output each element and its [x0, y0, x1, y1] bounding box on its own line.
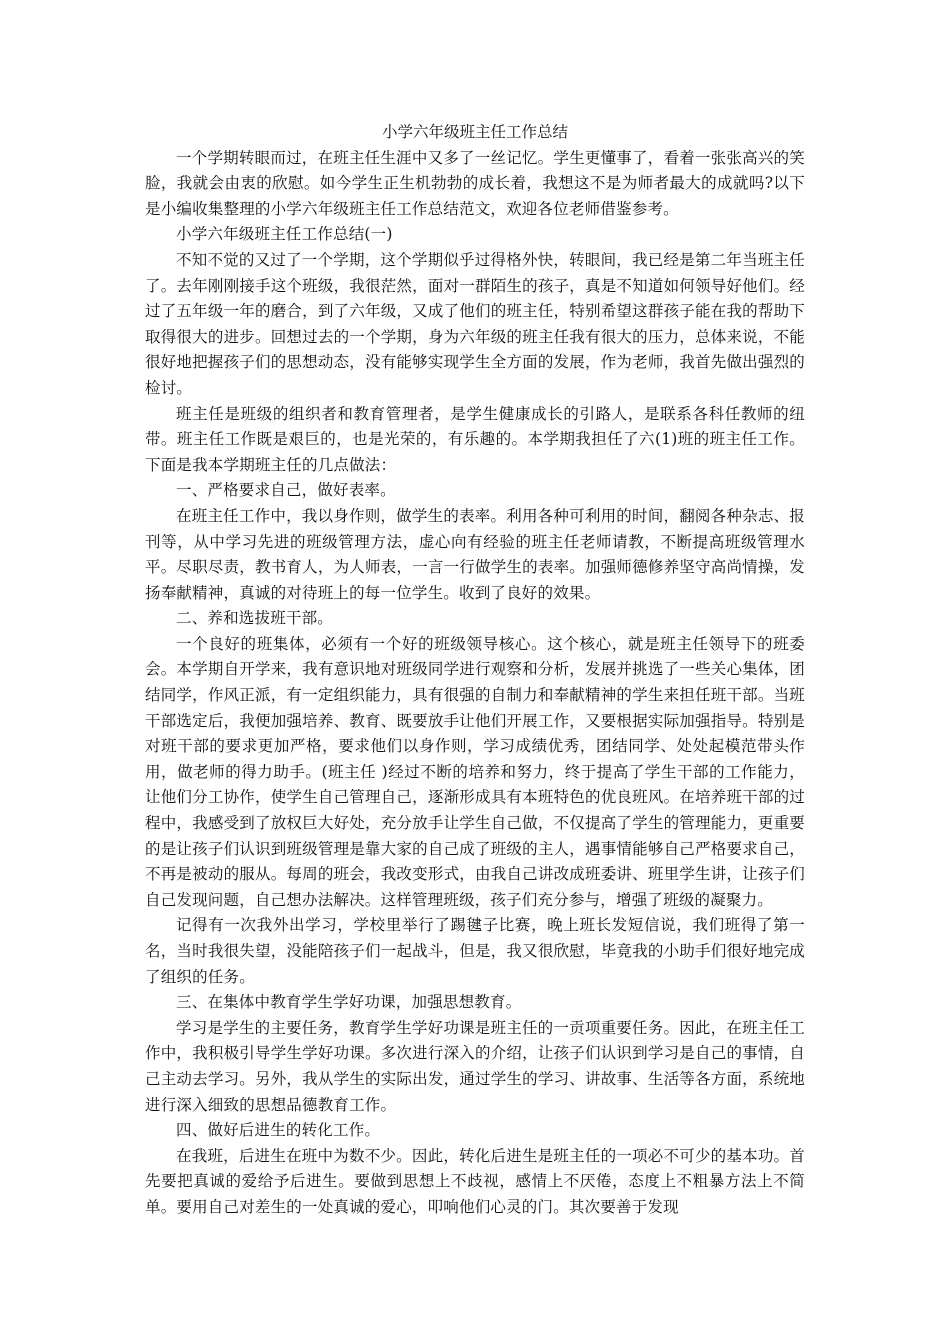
body-paragraph: 记得有一次我外出学习，学校里举行了踢毽子比赛，晚上班长发短信说，我们班得了第一名，当时我很失望，没能陪孩子们一起战斗，但是，我又很欣慰，毕竟我的小助手们很好地完成了组织的任务。 [145, 916, 805, 986]
document-body [145, 120, 805, 1221]
body-paragraph: 不知不觉的又过了一个学期，这个学期似乎过得格外快，转眼间，我已经是第二年当班主任了。去年刚刚接手这个班级，我很茫然，面对一群陌生的孩子，真是不知道如何领导好他们。经过了五年级一年的磨合，到了六年级，又成了他们的班主任，特别希望这群孩子能在我的帮助下取得很大的进步。回想过去的一个学期，身为六年级的班主任我有很大的压力，总体来说，不能很好地把握孩子们的思想动态，没有能够实现学生全方面的发展，作为老师，我首先做出强烈的检讨。 [145, 250, 805, 397]
point-heading: 二、养和选拔班干部。 [176, 609, 334, 628]
body-paragraph: 在班主任工作中，我以身作则，做学生的表率。利用各种可利用的时间，翻阅各种杂志、报刊等，从中学习先进的班级管理方法，虚心向有经验的班主任老师请教，不断提高班级管理水平。尽职尽责，教书育人，为人师表，一言一行做学生的表率。加强师德修养坚守高尚情操，发扬奉献精神，真诚的对待班上的每一位学生。收到了良好的效果。 [145, 506, 805, 602]
point-heading: 三、在集体中教育学生学好功课，加强思想教育。 [176, 993, 522, 1012]
point-heading: 一、严格要求自己，做好表率。 [176, 481, 396, 500]
intro-paragraph: 一个学期转眼而过，在班主任生涯中又多了一丝记忆。学生更懂事了，看着一张张高兴的笑脸，我就会由衷的欣慰。如今学生正生机勃勃的成长着，我想这不是为师者最大的成就吗?以下是小编收集整理的小学六年级班主任工作总结范文，欢迎各位老师借鉴参考。 [145, 148, 805, 218]
body-paragraph: 在我班，后进生在班中为数不少。因此，转化后进生是班主任的一项必不可少的基本功。首先要把真诚的爱给予后进生。要做到思想上不歧视，感情上不厌倦，态度上不粗暴方法上不简单。要用自己对差生的一处真诚的爱心，叩响他们心灵的门。其次要善于发现 [145, 1146, 805, 1216]
body-paragraph: 学习是学生的主要任务，教育学生学好功课是班主任的一贡项重要任务。因此，在班主任工作中，我积极引导学生学好功课。多次进行深入的介绍，让孩子们认识到学习是自己的事情，自己主动去学习。另外，我从学生的实际出发，通过学生的学习、讲故事、生活等各方面，系统地进行深入细致的思想品德教育工作。 [145, 1018, 805, 1114]
body-paragraph: 班主任是班级的组织者和教育管理者，是学生健康成长的引路人，是联系各科任教师的纽带。班主任工作既是艰巨的，也是光荣的，有乐趣的。本学期我担任了六(1)班的班主任工作。下面是我本学期班主任的几点做法： [145, 404, 805, 474]
point-heading: 四、做好后进生的转化工作。 [176, 1121, 381, 1140]
body-paragraph: 一个良好的班集体，必须有一个好的班级领导核心。这个核心，就是班主任领导下的班委会。本学期自开学来，我有意识地对班级同学进行观察和分析，发展并挑选了一些关心集体，团结同学，作风正派，有一定组织能力，具有很强的自制力和奉献精神的学生来担任班干部。当班干部选定后，我便加强培养、教育、既要放手让他们开展工作，又要根据实际加强指导。特别是对班干部的要求更加严格，要求他们以身作则，学习成绩优秀，团结同学、处处起模范带头作用，做老师的得力助手。(班主任 )经过不断的培养和努力，终于提高了学生干部的工作能力，让他们分工协作，使学生自己管理自己，逐渐形成具有本班特色的优良班风。在培养班干部的过程中，我感受到了放权巨大好处，充分放手让学生自己做，不仅提高了学生的管理能力，更重要的是让孩子们认识到班级管理是靠大家的自己成了班级的主人，遇事情能够自己严格要求自己，不再是被动的服从。每周的班会，我改变形式，由我自己讲改成班委讲、班里学生讲，让孩子们自己发现问题，自己想办法解决。这样管理班级，孩子们充分参与，增强了班级的凝聚力。 [145, 634, 805, 909]
section-heading: 小学六年级班主任工作总结(一) [176, 225, 393, 244]
document-title: 小学六年级班主任工作总结 [381, 123, 568, 141]
